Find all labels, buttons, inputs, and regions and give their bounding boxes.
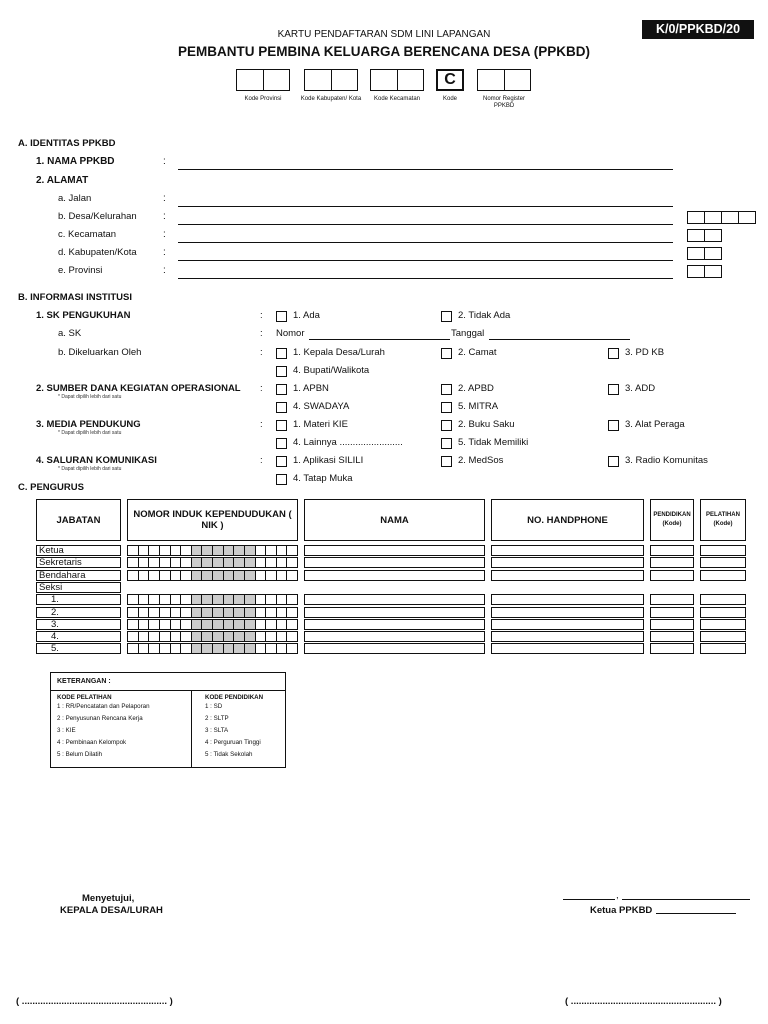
pelatihan-input[interactable] (700, 570, 746, 581)
jabatan-cell: Bendahara (36, 570, 121, 581)
sumber-dana-label: 2. SUMBER DANA KEGIATAN OPERASIONAL (36, 383, 241, 394)
jabatan-cell: 1. (36, 594, 121, 605)
header-pelatihan: PELATIHAN (Kode) (700, 499, 746, 541)
kode-desa-boxes[interactable] (687, 211, 756, 224)
note: * Dapat dipilih lebih dari satu (58, 430, 122, 436)
nik-input[interactable] (127, 570, 298, 581)
option-camat: 2. Camat (458, 347, 497, 358)
option-alat-peraga: 3. Alat Peraga (625, 419, 685, 430)
jabatan-cell: Ketua (36, 545, 121, 556)
checkbox-alat-peraga[interactable] (608, 420, 619, 431)
form-title: PEMBANTU PEMBINA KELUARGA BERENCANA DESA (PPKBD) (177, 44, 590, 59)
colon: : (260, 328, 263, 339)
colon: : (260, 383, 263, 394)
pelatihan-input[interactable] (700, 557, 746, 568)
kode-c-label: C (444, 71, 456, 88)
pendidikan-input[interactable] (650, 619, 694, 630)
option-add: 3. ADD (625, 383, 656, 394)
kode-pelatihan-item: 3 : KIE (57, 727, 76, 734)
nama-ppkbd-label: 1. NAMA PPKBD (36, 156, 115, 167)
checkbox-tidak-ada[interactable] (441, 311, 452, 322)
kode-kabupaten-boxes[interactable] (304, 69, 358, 91)
checkbox-pdkb[interactable] (608, 348, 619, 359)
nama-input[interactable] (304, 557, 485, 568)
colon: : (163, 211, 166, 222)
provinsi-label: e. Provinsi (58, 265, 103, 276)
nama-input[interactable] (304, 631, 485, 642)
pelatihan-input[interactable] (700, 594, 746, 605)
dikeluarkan-label: b. Dikeluarkan Oleh (58, 347, 142, 358)
pelatihan-input[interactable] (700, 631, 746, 642)
sk-pengukuhan-label: 1. SK PENGUKUHAN (36, 310, 131, 321)
keterangan-title: KETERANGAN : (51, 673, 285, 691)
handphone-input[interactable] (491, 619, 644, 630)
colon: : (163, 156, 166, 167)
tanggal-label: Tanggal (451, 328, 485, 339)
checkbox-tidak-memiliki[interactable] (441, 438, 452, 449)
kode-pelatihan-item: 4 : Pembinaan Kelompok (57, 739, 127, 746)
media-pendukung-label: 3. MEDIA PENDUKUNG (36, 419, 141, 430)
pelatihan-input[interactable] (700, 643, 746, 654)
pendidikan-input[interactable] (650, 631, 694, 642)
nik-input[interactable] (127, 545, 298, 556)
nama-input[interactable] (304, 570, 485, 581)
option-kades: 1. Kepala Desa/Lurah (293, 347, 385, 358)
date-comma: , (616, 890, 619, 901)
checkbox-apbn[interactable] (276, 384, 287, 395)
option-medsos: 2. MedSos (458, 455, 504, 466)
option-pdkb: 3. PD KB (625, 347, 665, 358)
note: * Dapat dipilih lebih dari satu (58, 466, 122, 472)
checkbox-swadaya[interactable] (276, 402, 287, 413)
checkbox-camat[interactable] (441, 348, 452, 359)
nomor-register-boxes[interactable] (477, 69, 531, 91)
nama-input[interactable] (304, 607, 485, 618)
jabatan-cell: 5. (36, 643, 121, 654)
kode-pendidikan-title: KODE PENDIDIKAN (205, 694, 264, 701)
kode-pendidikan-item: 3 : SLTA (205, 727, 229, 734)
kabupaten-field[interactable] (178, 260, 673, 261)
place-field[interactable] (563, 899, 615, 900)
option-mitra: 5. MITRA (458, 401, 499, 412)
option-tidak-ada: 2. Tidak Ada (458, 310, 511, 321)
kode-pelatihan-item: 2 : Penyusunan Rencana Kerja (57, 715, 143, 722)
kepala-desa-label: KEPALA DESA/LURAH (60, 905, 163, 916)
section-a-title: A. IDENTITAS PPKBD (18, 138, 116, 149)
colon: : (260, 455, 263, 466)
checkbox-buku-saku[interactable] (441, 420, 452, 431)
option-lainnya: 4. Lainnya ........................ (293, 437, 403, 448)
pendidikan-input[interactable] (650, 643, 694, 654)
checkbox-silili[interactable] (276, 456, 287, 467)
kode-pendidikan-item: 5 : Tidak Sekolah (205, 751, 253, 758)
signature-ketua-field[interactable]: ( ....................................................... ) (565, 996, 722, 1007)
jabatan-cell: 3. (36, 619, 121, 630)
menyetujui-label: Menyetujui, (82, 893, 135, 904)
nomor-label: Nomor (276, 328, 305, 339)
pelatihan-input[interactable] (700, 545, 746, 556)
signature-kepala-field[interactable]: ( ....................................................... ) (16, 996, 173, 1007)
handphone-input[interactable] (491, 643, 644, 654)
kode-pendidikan-item: 1 : SD (205, 703, 223, 710)
kode-pelatihan-item: 1 : RR/Pencatatan dan Pelaporan (57, 703, 150, 710)
pendidikan-input[interactable] (650, 545, 694, 556)
kecamatan-label: c. Kecamatan (58, 229, 117, 240)
colon: : (260, 310, 263, 321)
kode-c-box (436, 69, 464, 91)
checkbox-lainnya[interactable] (276, 438, 287, 449)
header-nik: NOMOR INDUK KEPENDUDUKAN ( NIK ) (127, 499, 298, 541)
kode-provinsi-boxes[interactable] (236, 69, 290, 91)
pendidikan-input[interactable] (650, 594, 694, 605)
pendidikan-input[interactable] (650, 570, 694, 581)
note: * Dapat dipilih lebih dari satu (58, 394, 122, 400)
colon: : (260, 419, 263, 430)
keterangan-box (50, 672, 286, 768)
colon: : (163, 247, 166, 258)
option-tidak-memiliki: 5. Tidak Memiliki (458, 437, 529, 448)
pelatihan-input[interactable] (700, 619, 746, 630)
option-silili: 1. Aplikasi SILILI (293, 455, 364, 466)
jabatan-cell: Sekretaris (36, 557, 121, 568)
jalan-field[interactable] (178, 206, 673, 207)
checkbox-bupati[interactable] (276, 366, 287, 377)
checkbox-ada[interactable] (276, 311, 287, 322)
jabatan-cell: Seksi (36, 582, 121, 593)
kode-pendidikan-item: 2 : SLTP (205, 715, 229, 722)
option-bupati: 4. Bupati/Walikota (293, 365, 370, 376)
option-buku-saku: 2. Buku Saku (458, 419, 515, 430)
jabatan-cell: 4. (36, 631, 121, 642)
nama-field[interactable] (178, 169, 673, 170)
kode-provinsi-label: Kode Provinsi (244, 96, 282, 102)
handphone-input[interactable] (491, 557, 644, 568)
pelatihan-input[interactable] (700, 607, 746, 618)
handphone-input[interactable] (491, 594, 644, 605)
option-apbd: 2. APBD (458, 383, 494, 394)
handphone-input[interactable] (491, 631, 644, 642)
option-apbn: 1. APBN (293, 383, 329, 394)
handphone-input[interactable] (491, 607, 644, 618)
option-swadaya: 4. SWADAYA (293, 401, 350, 412)
checkbox-medsos[interactable] (441, 456, 452, 467)
handphone-input[interactable] (491, 570, 644, 581)
jalan-label: a. Jalan (58, 193, 92, 204)
nama-input[interactable] (304, 594, 485, 605)
checkbox-tatap-muka[interactable] (276, 474, 287, 485)
nik-input[interactable] (127, 557, 298, 568)
kode-kabupaten-addr-boxes[interactable] (687, 247, 722, 260)
section-c-title: C. PENGURUS (18, 482, 84, 493)
header-handphone: NO. HANDPHONE (491, 499, 644, 541)
checkbox-kades[interactable] (276, 348, 287, 359)
form-subtitle: KARTU PENDAFTARAN SDM LINI LAPANGAN (277, 29, 491, 40)
kode-kecamatan-boxes[interactable] (370, 69, 424, 91)
sk-label: a. SK (58, 328, 82, 339)
option-radio: 3. Radio Komunitas (625, 455, 708, 466)
form-code-badge: K/0/PPKBD/20 (642, 20, 754, 39)
section-b-title: B. INFORMASI INSTITUSI (18, 292, 132, 303)
date-field[interactable] (622, 899, 750, 900)
colon: : (163, 265, 166, 276)
header-nama: NAMA (304, 499, 485, 541)
option-ada: 1. Ada (293, 310, 320, 321)
checkbox-radio[interactable] (608, 456, 619, 467)
kode-kecamatan-addr-boxes[interactable] (687, 229, 722, 242)
kode-pelatihan-item: 5 : Belum Dilatih (57, 751, 103, 758)
nik-input[interactable] (127, 594, 298, 605)
option-materi-kie: 1. Materi KIE (293, 419, 348, 430)
option-tatap-muka: 4. Tatap Muka (293, 473, 353, 484)
checkbox-apbd[interactable] (441, 384, 452, 395)
header-pendidikan: PENDIDIKAN (Kode) (650, 499, 694, 541)
ketua-name-field[interactable] (656, 913, 736, 914)
kode-kecamatan-label: Kode Kecamatan (373, 96, 421, 102)
nik-input[interactable] (127, 643, 298, 654)
checkbox-add[interactable] (608, 384, 619, 395)
kode-label: Kode (442, 96, 457, 102)
saluran-komunikasi-label: 4. SALURAN KOMUNIKASI (36, 455, 157, 466)
nik-input[interactable] (127, 631, 298, 642)
checkbox-materi-kie[interactable] (276, 420, 287, 431)
handphone-input[interactable] (491, 545, 644, 556)
kode-pendidikan-item: 4 : Perguruan Tinggi (205, 739, 261, 746)
kode-provinsi-addr-boxes[interactable] (687, 265, 722, 278)
alamat-label: 2. ALAMAT (36, 175, 89, 186)
nik-input[interactable] (127, 619, 298, 630)
tanggal-sk-field[interactable] (489, 339, 630, 340)
pendidikan-input[interactable] (650, 607, 694, 618)
desa-label: b. Desa/Kelurahan (58, 211, 137, 222)
kecamatan-field[interactable] (178, 242, 673, 243)
provinsi-field[interactable] (178, 278, 673, 279)
jabatan-cell: 2. (36, 607, 121, 618)
kode-kabupaten-label: Kode Kabupaten/ Kota (300, 96, 362, 102)
nama-input[interactable] (304, 545, 485, 556)
keterangan-divider (191, 691, 192, 767)
nomor-register-label: Nomor Register PPKBD (482, 96, 525, 109)
colon: : (260, 347, 263, 358)
nomor-sk-field[interactable] (309, 339, 450, 340)
nama-input[interactable] (304, 619, 485, 630)
colon: : (163, 229, 166, 240)
ketua-ppkbd-label: Ketua PPKBD (590, 905, 653, 916)
header-jabatan: JABATAN (36, 499, 121, 541)
kabupaten-label: d. Kabupaten/Kota (58, 247, 137, 258)
colon: : (163, 193, 166, 204)
nik-input[interactable] (127, 607, 298, 618)
nama-input[interactable] (304, 643, 485, 654)
pendidikan-input[interactable] (650, 557, 694, 568)
checkbox-mitra[interactable] (441, 402, 452, 413)
desa-field[interactable] (178, 224, 673, 225)
kode-pelatihan-title: KODE PELATIHAN (57, 694, 112, 701)
